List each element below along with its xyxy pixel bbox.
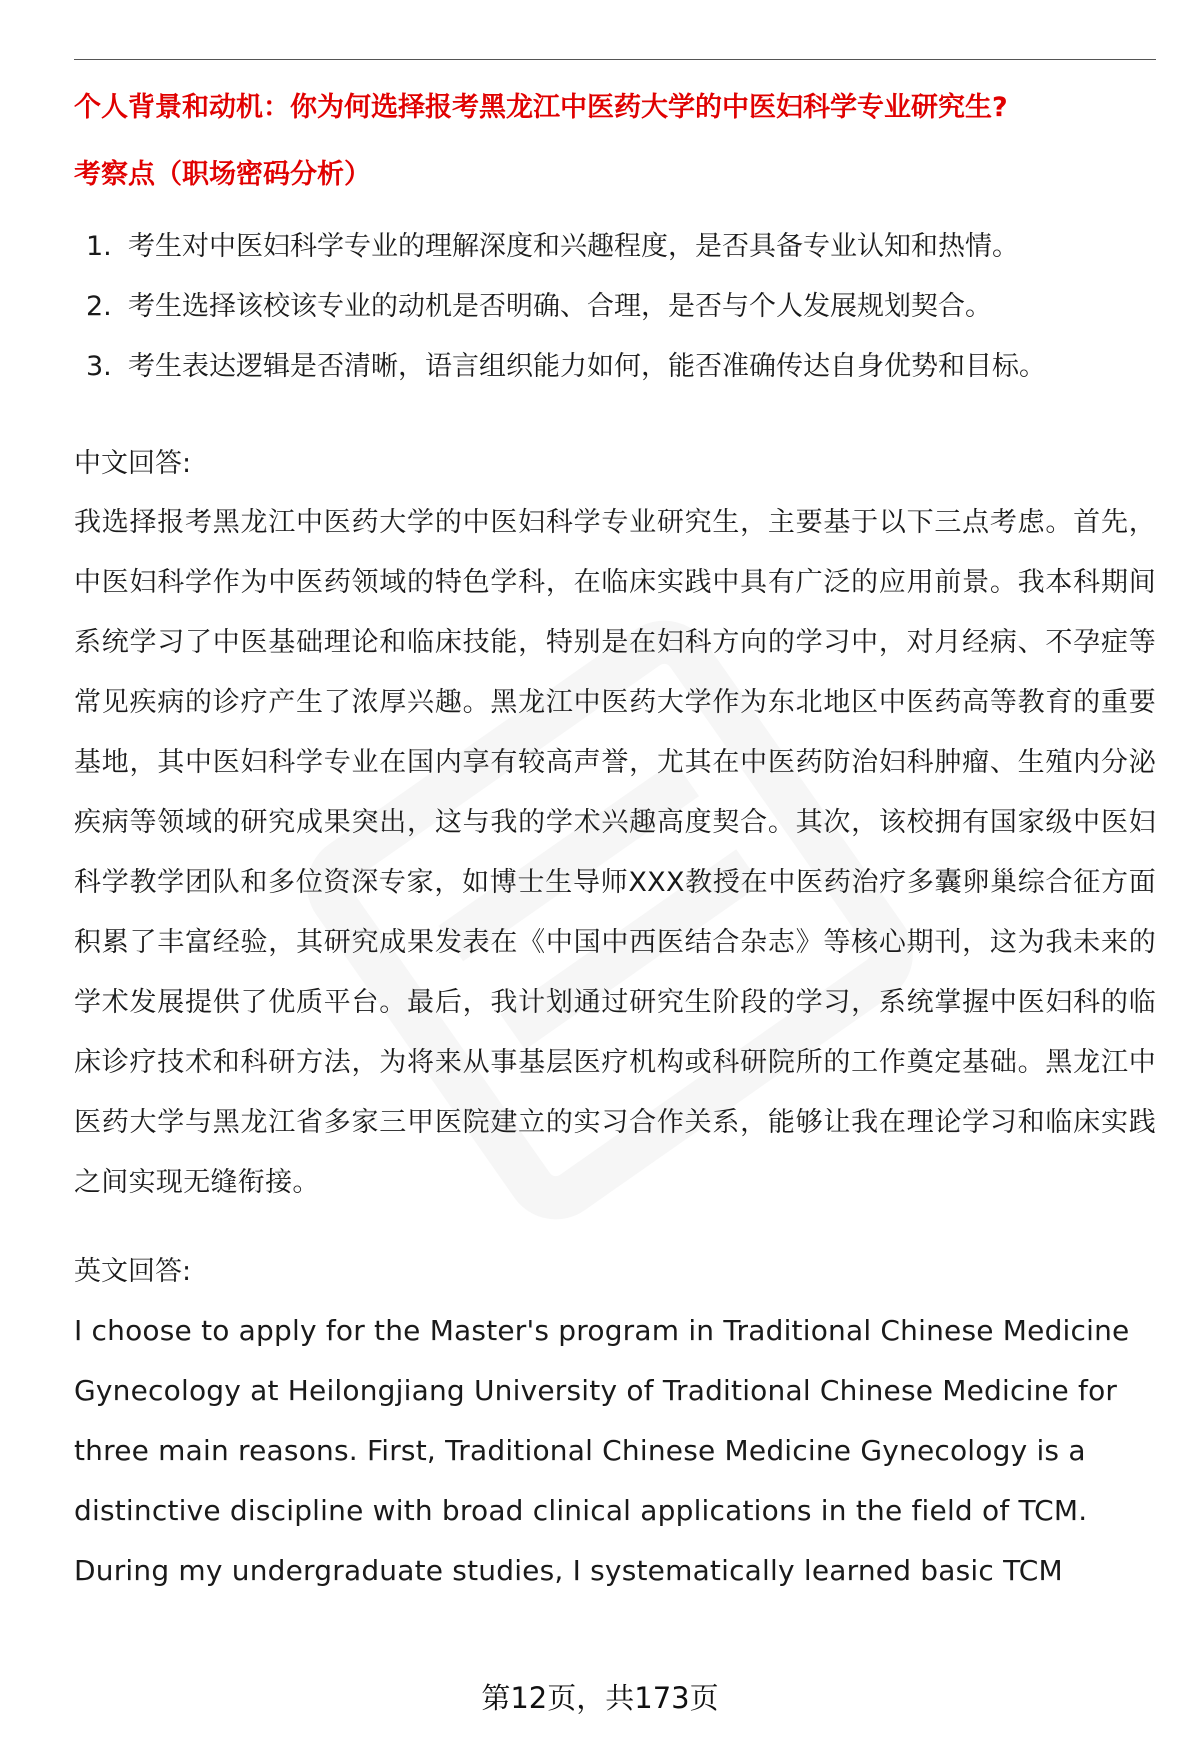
list-item-number: 1.	[86, 231, 112, 262]
list-item	[86, 277, 1156, 337]
top-divider	[74, 59, 1156, 60]
english-answer-text: I choose to apply for the Master's program in Traditional Chinese Medicine Gynecology at Heilongjiang University of Traditional Chinese Medicine for three main reasons. First, Traditional Chinese Medicine Gynecology is a distinctive discipline with broad clinical applications in the field of TCM. During my undergraduate studies, I systematically learned basic TCM	[74, 1314, 1130, 1587]
page-content	[74, 88, 1156, 1601]
list-item-text: 考生表达逻辑是否清晰，语言组织能力如何，能否准确传达自身优势和目标。	[128, 351, 1046, 382]
page-number: 第12页，共173页	[481, 1681, 719, 1715]
list-item-text: 考生对中医妇科学专业的理解深度和兴趣程度，是否具备专业认知和热情。	[128, 231, 1019, 262]
assessment-title: 考察点（职场密码分析）	[74, 159, 371, 190]
question-title: 个人背景和动机：你为何选择报考黑龙江中医药大学的中医妇科学专业研究生?	[74, 92, 1008, 123]
chinese-answer-label: 中文回答:	[74, 448, 192, 479]
list-item	[86, 337, 1156, 397]
english-answer-label: 英文回答:	[74, 1256, 192, 1287]
list-item-number: 2.	[86, 291, 112, 322]
assessment-points-list	[74, 217, 1156, 397]
list-item	[86, 217, 1156, 277]
list-item-number: 3.	[86, 351, 112, 382]
chinese-answer-text: 我选择报考黑龙江中医药大学的中医妇科学专业研究生，主要基于以下三点考虑。首先，中医妇科学作为中医药领域的特色学科，在临床实践中具有广泛的应用前景。我本科期间系统学习了中医基础理论和临床技能，特别是在妇科方向的学习中，对月经病、不孕症等常见疾病的诊疗产生了浓厚兴趣。黑龙江中医药大学作为东北地区中医药高等教育的重要基地，其中医妇科学专业在国内享有较高声誉，尤其在中医药防治妇科肿瘤、生殖内分泌疾病等领域的研究成果突出，这与我的学术兴趣高度契合。其次，该校拥有国家级中医妇科学教学团队和多位资深专家，如博士生导师XXX教授在中医药治疗多囊卵巢综合征方面积累了丰富经验，其研究成果发表在《中国中西医结合杂志》等核心期刊，这为我未来的学术发展提供了优质平台。最后，我计划通过研究生阶段的学习，系统掌握中医妇科的临床诊疗技术和科研方法，为将来从事基层医疗机构或科研院所的工作奠定基础。黑龙江中医药大学与黑龙江省多家三甲医院建立的实习合作关系，能够让我在理论学习和临床实践之间实现无缝衔接。	[74, 507, 1156, 1198]
list-item-text: 考生选择该校该专业的动机是否明确、合理，是否与个人发展规划契合。	[128, 291, 992, 322]
